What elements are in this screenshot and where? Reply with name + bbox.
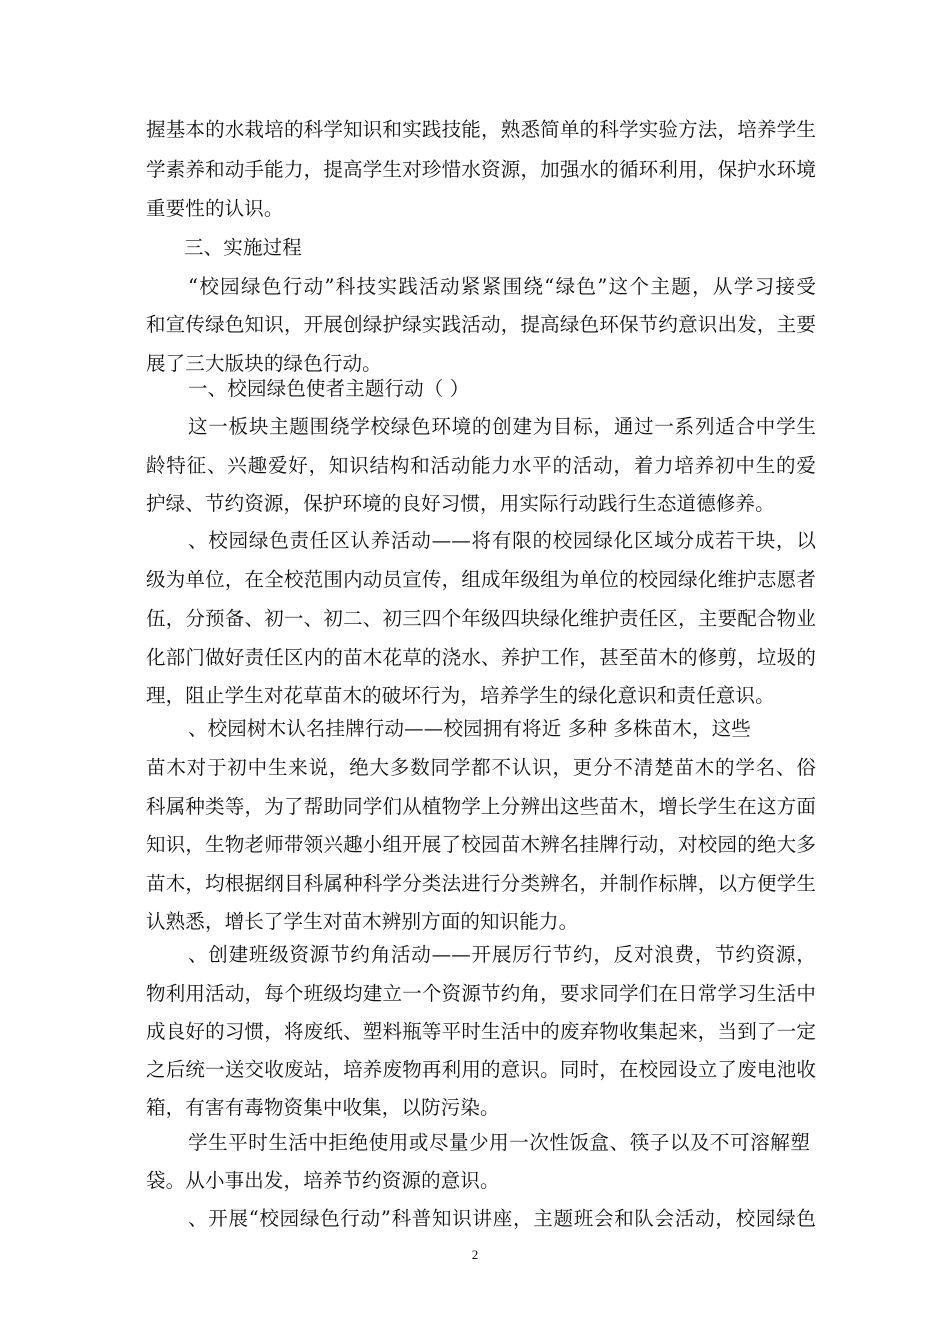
body-text-line: 箱，有害有毒物资集中收集，以防污染。 — [146, 1096, 500, 1119]
body-text-line: 理，阻止学生对花草苗木的破坏行为，培养学生的绿化意识和责任意识。 — [146, 684, 775, 707]
body-text-line: 、创建班级资源节约角活动——开展厉行节约，反对浪费，节约资源， — [188, 943, 816, 966]
body-text-line: 龄特征、兴趣爱好，知识结构和活动能力水平的活动，着力培养初中生的爱 — [146, 454, 816, 477]
body-text-line: 这一板块主题围绕学校绿色环境的创建为目标，通过一系列适合中学生 — [188, 415, 816, 438]
body-text-line: 苗木，均根据纲目科属种科学分类法进行分类辨名，并制作标牌，以方便学生 — [146, 872, 816, 895]
subsection-heading: 一、校园绿色使者主题行动（ ） — [188, 377, 470, 400]
body-text-line: 和宣传绿色知识，开展创绿护绿实践活动，提高绿色环保节约意识出发，主要 — [146, 313, 816, 336]
body-text-line: 科属种类等，为了帮助同学们从植物学上分辨出这些苗木，增长学生在这方面 — [146, 795, 816, 818]
body-text-line: 握基本的水栽培的科学知识和实践技能，熟悉简单的科学实验方法，培养学生 — [146, 118, 816, 141]
body-text-line: 苗木对于初中生来说，绝大多数同学都不认识，更分不清楚苗木的学名、俗 — [146, 756, 816, 779]
body-text-line: 展了三大版块的绿色行动。 — [146, 352, 382, 375]
body-text-line: “校园绿色行动”科技实践活动紧紧围绕“绿色”这个主题，从学习接受 — [188, 275, 816, 298]
body-text-line: 、校园树木认名挂牌行动——校园拥有将近 多种 多株苗木，这些 — [188, 717, 751, 740]
section-heading: 三、实施过程 — [184, 236, 302, 259]
body-text-line: 认熟悉，增长了学生对苗木辨别方面的知识能力。 — [146, 910, 579, 933]
body-text-line: 重要性的认识。 — [146, 197, 284, 220]
body-text-line: 袋。从小事出发，培养节约资源的意识。 — [146, 1169, 500, 1192]
body-text-line: 知识，生物老师带领兴趣小组开展了校园苗木辨名挂牌行动，对校园的绝大多 — [146, 833, 816, 856]
body-text-line: 、校园绿色责任区认养活动——将有限的校园绿化区域分成若干块，以 — [188, 529, 816, 552]
body-text-line: 学素养和动手能力，提高学生对珍惜水资源，加强水的循环利用，保护水环境 — [146, 158, 816, 181]
page-number: 2 — [471, 1247, 479, 1262]
body-text-line: 化部门做好责任区内的苗木花草的浇水、养护工作，甚至苗木的修剪，垃圾的 — [146, 646, 816, 669]
body-text-line: 伍，分预备、初一、初二、初三四个年级四块绿化维护责任区，主要配合物业 — [146, 607, 816, 630]
body-text-line: 、开展“校园绿色行动”科普知识讲座，主题班会和队会活动，校园绿色 — [188, 1207, 816, 1230]
body-text-line: 成良好的习惯，将废纸、塑料瓶等平时生活中的废弃物收集起来，当到了一定 — [146, 1020, 816, 1043]
body-text-line: 护绿、节约资源，保护环境的良好习惯，用实际行动践行生态道德修养。 — [146, 492, 775, 515]
body-text-line: 级为单位，在全校范围内动员宣传，组成年级组为单位的校园绿化维护志愿者 — [146, 568, 816, 591]
body-text-line: 学生平时生活中拒绝使用或尽量少用一次性饭盒、筷子以及不可溶解塑 — [188, 1131, 810, 1154]
body-text-line: 之后统一送交收废站，培养废物再利用的意识。同时，在校园设立了废电池收 — [146, 1058, 816, 1081]
body-text-line: 物利用活动，每个班级均建立一个资源节约角，要求同学们在日常学习生活中 — [146, 982, 816, 1005]
